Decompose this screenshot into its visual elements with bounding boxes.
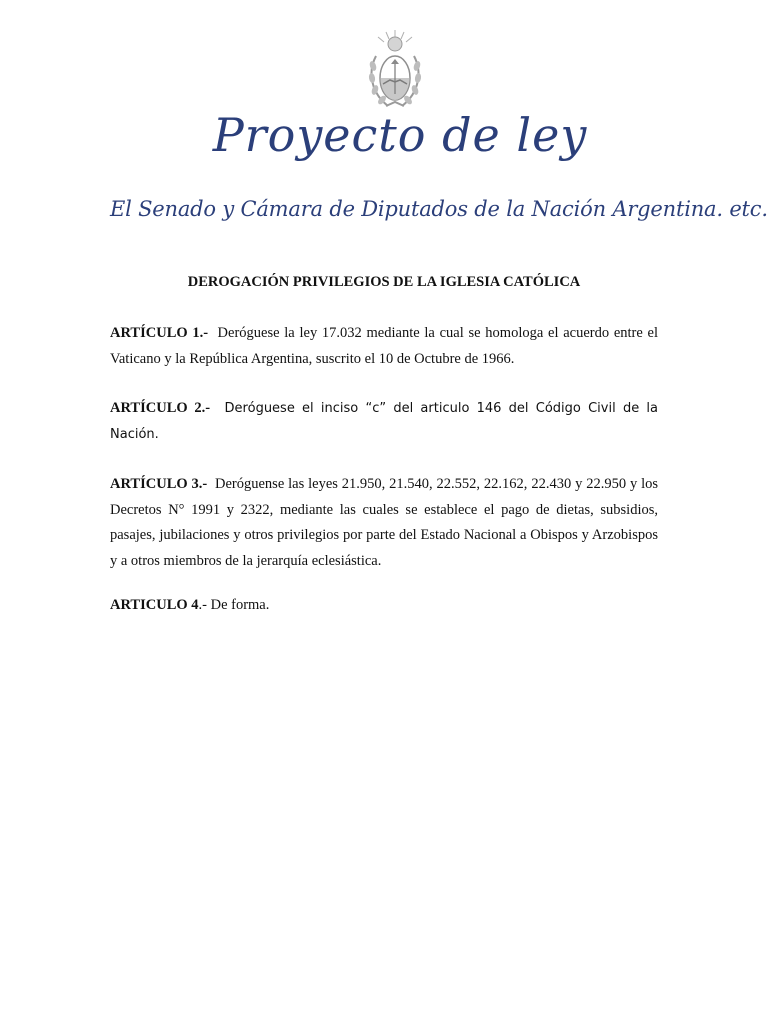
article-text: Deróguese el inciso “c” del articulo 146 del Código Civil de la Nación.: [110, 401, 659, 442]
article-label: ARTICULO 4: [110, 597, 199, 613]
article-label: ARTÍCULO 3.-: [110, 476, 208, 492]
article-3: [110, 472, 658, 574]
header-subtitle: El Senado y Cámara de Diputados de la Nación Argentina. etc.: [110, 197, 768, 221]
article-text: .- De forma.: [198, 597, 270, 613]
header-title: Proyecto de ley: [212, 108, 588, 162]
article-2: [110, 396, 658, 447]
article-4: [110, 593, 658, 619]
argentina-coat-of-arms-icon: [364, 26, 426, 112]
article-text: Deróguense las leyes 21.950, 21.540, 22.552, 22.162, 22.430 y 22.950 y los Decretos N° 1991 y 2322, mediante las cuales se establece el pago de dietas, subsidios, pasajes, jubilaciones y otros privilegios por parte del Estado Nacional a Obispos y Arzobispos y a otros miembros de la jerarquía eclesiástica.: [110, 476, 659, 569]
article-label: ARTÍCULO 1.-: [110, 325, 209, 341]
article-1: [110, 321, 658, 372]
document-title: DEROGACIÓN PRIVILEGIOS DE LA IGLESIA CATÓLICA: [187, 274, 581, 290]
article-label: ARTÍCULO 2.-: [110, 400, 211, 416]
article-text: Deróguese la ley 17.032 mediante la cual se homologa el acuerdo entre el Vaticano y la República Argentina, suscrito el 10 de Octubre de 1966.: [110, 325, 658, 367]
